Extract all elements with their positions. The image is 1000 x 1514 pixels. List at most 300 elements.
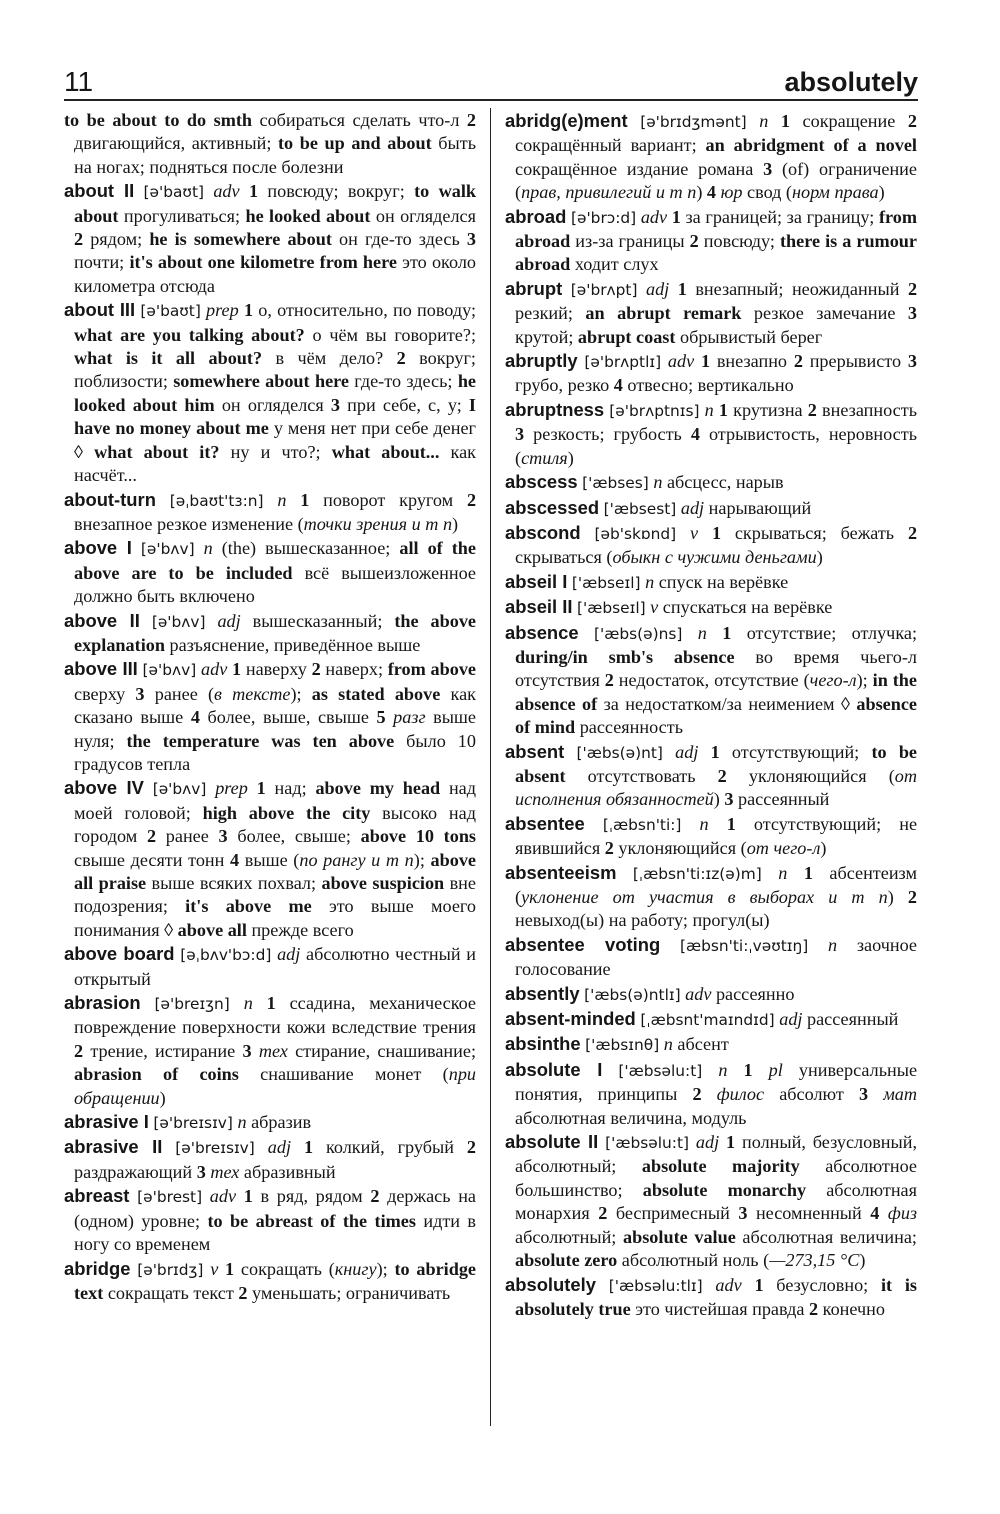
definition-text [719,1132,726,1152]
definition-text [703,1275,716,1295]
definition-text: высоко над городом [74,802,476,847]
definition-text: уменьшать; ограничивать [247,1282,451,1303]
definition-text [132,538,141,558]
bold-phrase: 2 [74,1040,84,1061]
headword: abscond [505,521,581,543]
definition-text: о чём вы говорите?; [304,324,476,345]
definition-text: ); [376,1258,395,1279]
bold-phrase: there is a rumour abroad [515,231,917,275]
definition-text: сокращение [789,111,908,131]
bold-phrase: 1 [671,206,681,227]
dictionary-entry [64,1257,476,1306]
headword: above II [64,609,140,631]
right-column [505,109,917,1321]
dictionary-entry [505,1007,917,1032]
dictionary-entry [505,570,917,595]
part-of-speech: n [778,862,788,883]
definition-text: ) [696,182,707,203]
definition-text [204,181,213,201]
definition-text [240,181,249,201]
definition-text: трение, истирание [83,1040,243,1061]
definition-text [637,279,646,299]
part-of-speech: n [759,111,769,131]
definition-text: идти в ногу со временем [74,1210,476,1255]
definition-text: резкий; [515,303,586,324]
definition-text [616,863,632,883]
dictionary-entry [64,657,476,776]
bold-phrase: as stated above [311,683,441,704]
bold-phrase: from above [387,659,477,680]
usage-label: прав, привилегий и т п [521,182,697,203]
bold-phrase: an abridgment of a novel [705,135,917,156]
dictionary-entry [505,933,917,982]
part-of-speech: n [704,399,714,420]
dictionary-entry [505,470,917,495]
part-of-speech: adv [201,659,228,680]
part-of-speech: n [243,993,253,1014]
bold-phrase: 3 [242,1040,252,1061]
dictionary-entry [505,982,917,1007]
transcription: ['æbseɪl] [577,599,646,618]
usage-label: по рангу и т п [299,849,414,870]
definition-text: сокращённый вариант; [515,135,706,156]
bold-phrase: 3 [330,394,340,415]
dictionary-entry [64,942,476,991]
definition-text [669,279,678,299]
definition-text: отвесно; вертикально [622,375,794,396]
definition-text [676,523,690,543]
definition-text: за границей; за границу; [680,206,879,227]
definition-text: сокращать текст [103,1282,239,1303]
bold-phrase: absolute monarchy [642,1179,807,1200]
dictionary-entry [64,991,476,1110]
definition-text: беспримесный [607,1203,739,1224]
page-header [64,58,918,98]
transcription: ['æbseɪl] [571,573,641,592]
definition-text [236,1186,244,1206]
bold-phrase: 1 [677,278,687,299]
definition-text: прежде всего [246,919,354,940]
headword: about II [64,180,135,202]
definition-text: абсолютный ноль ( [617,1250,770,1271]
part-of-speech: n [277,489,287,510]
bold-phrase: above 10 tons [360,826,477,847]
definition-text: вышесказанный; [240,610,395,631]
transcription: [ə'bʌv] [140,540,195,559]
bold-phrase: 1 [726,813,736,834]
definition-text [230,993,244,1013]
headword: abreast [64,1185,130,1207]
definition-text: рассеянно [711,983,795,1004]
definition-text [709,814,727,834]
definition-text: повсюду; [698,231,780,252]
definition-text [602,1060,618,1080]
dictionary-entry [505,740,917,812]
usage-label: при обращении [74,1064,476,1108]
definition-text [753,1060,769,1080]
definition-text: у меня нет при себе денег ◊ [74,418,476,462]
definition-text: это чистейшая правда [630,1298,810,1319]
definition-text [596,1275,609,1295]
bold-phrase: 4 [230,849,240,870]
definition-text: рассеянный [733,789,830,810]
bold-phrase: 1 [225,1258,235,1279]
usage-label: тех [210,1161,240,1182]
bold-phrase: 2 [146,826,157,847]
bold-phrase: all of the above are to be included [74,538,476,583]
definition-text: ) [567,447,574,468]
definition-text: абсолютная монархия [515,1179,917,1224]
definition-text: сокращённое издание романа [515,158,764,179]
headword: absence [505,621,579,643]
definition-text: более, свыше; [227,826,361,847]
bold-phrase: absolute majority [641,1156,800,1177]
part-of-speech: adv [685,983,712,1004]
headword: absent-minded [505,1008,636,1030]
definition-text: отсутствовать [565,765,718,786]
definition-text: колкий, грубый [313,1137,467,1158]
definition-text: ходит слух [570,254,659,275]
bold-phrase: 1 [303,1137,314,1158]
dictionary-entry [505,812,917,861]
dictionary-entry [64,1184,476,1256]
transcription: [ə'brʌpt] [570,280,638,299]
definition-text: (of) ограничение ( [515,158,917,203]
bold-phrase: 1 [722,622,732,643]
definition-text: наверху [241,659,312,680]
bold-phrase: what is it all about? [74,348,263,369]
bold-phrase: it's about one kilometre from here [129,252,397,273]
definition-text: как сказано выше [74,683,476,728]
definition-text: спуск на верёвке [654,571,789,592]
bold-phrase: to be about to do smth [64,110,253,130]
bold-phrase: 1 [232,659,242,680]
part-of-speech: adv [640,206,668,227]
definition-text: крутой; [515,326,578,347]
definition-text: скрываться; бежать [721,522,908,543]
definition-text [681,814,699,834]
definition-text [581,523,595,543]
definition-text: собираться сделать что-л [252,110,467,130]
definition-text [129,1186,137,1206]
headword: abrasion [64,992,141,1014]
definition-text [698,523,712,543]
bold-phrase: 2 [907,278,918,299]
definition-text [141,993,155,1013]
bold-phrase: the temperature was ten above [126,730,395,751]
definition-text [698,742,710,762]
part-of-speech: adj [779,1009,803,1030]
definition-text: сверху [74,683,136,704]
bold-phrase: abrasion of coins [74,1064,239,1085]
dictionary-entry [505,349,917,398]
dictionary-entry [64,536,476,608]
definition-text: ) [816,547,823,568]
definition-text: безусловно; [763,1274,881,1295]
usage-label: мат [883,1084,918,1105]
definition-text [562,279,571,299]
transcription: ['æbs(ə)ns] [593,624,683,643]
bold-phrase: somewhere about here [173,371,349,392]
bold-phrase: 2 [604,838,614,859]
bold-phrase: 4 [613,375,623,396]
definition-text: ) [878,182,885,203]
transcription: [ˌæbsnt'maɪndɪd] [640,1011,775,1030]
definition-text: отсутствующий; [719,741,872,762]
definition-text: абсолютный; [515,1226,624,1247]
definition-text [879,1203,888,1223]
dictionary-entry [505,109,917,205]
bold-phrase: 1 [256,778,266,799]
part-of-speech: adv [209,1186,237,1207]
definition-text: выше всяких похвал; [146,873,322,893]
transcription: [ə'breɪsɪv] [175,1139,255,1158]
usage-label: норм права [792,182,879,203]
usage-label: юр [720,182,743,203]
bold-phrase: 3 [135,683,145,704]
definition-text: ранее ( [144,683,215,704]
definition-text: уклоняющийся ( [726,765,895,786]
definition-text: он огляделся [214,394,331,415]
definition-text: грубо, резко [515,375,614,396]
headword: absolute II [505,1131,599,1153]
definition-text: ); [290,683,312,704]
definition-text: более, выше, свыше [199,707,377,728]
bold-phrase: 2 [370,1186,380,1207]
headword: abscess [505,471,578,493]
transcription: ['æbsɪnθ] [585,1036,660,1055]
bold-phrase: 3 [907,351,917,372]
transcription: [ə'brʌptnɪs] [609,401,700,420]
definition-text [140,611,152,631]
transcription: ['æbs(ə)ntlɪ] [584,985,681,1004]
definition-text [202,1186,210,1206]
definition-text: обрывистый берег [675,326,823,347]
bold-phrase: to walk about [74,181,477,226]
bold-phrase: above my head [315,778,441,799]
usage-label: книгу [334,1258,377,1279]
definition-text: как насчёт... [74,441,477,486]
transcription: [ə'bʌv] [152,780,207,799]
bold-phrase: 1 [754,1274,764,1295]
bold-phrase: above suspicion [321,873,445,893]
transcription: [æbsn'ti:ˌvəʊtɪŋ] [680,936,809,955]
bold-phrase: to abridge text [74,1258,476,1303]
definition-text: ) [159,1087,166,1108]
definition-text: рассеянность [575,717,683,738]
definition-text: абсолютная величина, модуль [515,1107,747,1128]
bold-phrase: 1 [803,862,813,883]
dictionary-entry [505,1058,917,1130]
definition-text: держась на (одном) уровне; [74,1186,476,1231]
definition-text: повсюду; вокруг; [258,181,415,202]
transcription: [ə'brest] [137,1188,203,1207]
definition-text: внезапный; неожиданный [686,278,908,299]
headword: absolutely [505,1273,596,1295]
dictionary-entry [64,109,476,179]
headword: absenteeism [505,861,617,883]
definition-text: разъяснение, приведённое выше [164,634,421,655]
dictionary-entry [64,298,476,487]
definition-text: скрываться ( [515,547,613,568]
running-head: absolutely [784,67,918,97]
bold-phrase: absolute zero [515,1250,618,1271]
headword: abrupt [505,277,563,299]
headword: above I [64,537,132,559]
definition-text: ссадина, механическое повреждение поверхности кожи вследствие трения [74,993,477,1038]
definition-text [702,1060,718,1080]
definition-text: абсолютная величина; [735,1226,917,1247]
bold-phrase: 2 [598,1203,608,1224]
definition-text: сокращать ( [234,1258,335,1279]
dictionary-entry [505,1032,917,1057]
definition-text: из-за границы [570,231,690,252]
part-of-speech: v [650,597,659,618]
definition-text: выше ( [239,849,300,870]
bold-phrase: 3 [196,1161,206,1182]
definition-text: он где-то здесь [331,229,467,250]
bold-phrase: 3 [466,229,476,250]
bold-phrase: 3 [515,424,525,445]
transcription: ['æbsəlu:tlɪ] [608,1276,703,1295]
definition-text [206,611,218,631]
part-of-speech: prep [215,778,248,799]
transcription: ['æbs(ə)nt] [576,743,663,762]
definition-text: двигающийся, активный; [74,133,278,154]
dictionary-entry [64,609,476,658]
part-of-speech: n [697,622,707,643]
definition-text [702,1084,717,1104]
definition-text: недостаток, отсутствие ( [613,670,810,691]
definition-text: ) [859,1250,866,1271]
definition-text: прерывисто [802,351,908,372]
definition-text: заочное голосование [515,934,917,980]
bold-phrase: above all [177,919,247,940]
headword: above IV [64,777,144,799]
definition-text [264,490,278,510]
bold-phrase: 2 [466,1137,476,1158]
definition-text: над моей головой; [74,778,477,823]
headword: absently [505,982,580,1004]
definition-text: абсентеизм ( [515,862,917,907]
bold-phrase: 2 [809,1298,819,1319]
definition-text [195,538,204,558]
bold-phrase: 2 [907,522,918,543]
definition-text: полный, безусловный, абсолютный; [515,1132,918,1177]
part-of-speech: adv [715,1274,742,1295]
transcription: [ə'bʌv] [151,612,206,631]
part-of-speech: adj [277,944,301,965]
definition-text: почти; [74,252,130,273]
definition-text [579,623,594,643]
bold-phrase: I have no money about me [74,394,476,439]
definition-text: о, относительно, по поводу; [253,300,477,321]
bold-phrase: 1 [726,1132,736,1153]
definition-text: абразивный [239,1161,336,1182]
bold-phrase: abrupt coast [577,326,676,347]
definition-text: абсент [672,1034,729,1055]
dictionary-entry [505,277,917,349]
part-of-speech: v [690,522,699,543]
bold-phrase: to be up and about [278,133,432,154]
transcription: ['æbsest] [603,499,677,518]
bold-phrase: 1 [743,1059,753,1080]
definition-text: свод ( [742,182,792,203]
usage-label: филос [716,1084,765,1105]
bold-phrase: 2 [466,110,476,130]
dictionary-entry [505,398,917,470]
bold-phrase: 1 [780,111,790,131]
bold-phrase: in the absence of [515,670,917,714]
bold-phrase: 2 [907,887,917,907]
definition-text [144,778,153,798]
transcription: [ə'bʌv] [142,661,197,680]
dictionary-entry [64,1135,476,1184]
part-of-speech: n [645,571,655,592]
part-of-speech: n [203,538,213,559]
definition-text: свыше десяти тонн [74,849,231,870]
usage-label: точки зрения и т п [303,513,453,534]
definition-text: во время чьего-л отсутствия [515,646,917,691]
usage-label: от исполнения обязанностей [515,765,917,810]
dictionary-entry [505,1273,917,1322]
headword: above board [64,943,175,965]
part-of-speech: n [718,1059,728,1080]
bold-phrase: 5 [376,707,386,728]
headword: above III [64,658,138,680]
bold-phrase: 2 [74,229,84,250]
bold-phrase: 2 [466,489,477,510]
headword: absentee voting [505,933,661,955]
definition-text [694,351,701,371]
bold-phrase: above all praise [74,849,476,893]
definition-text: внезапность [816,399,917,420]
definition-text [134,181,143,201]
bold-phrase: 3 [907,303,917,324]
definition-text [291,1137,304,1157]
bold-phrase: 3 [763,158,773,179]
headword: abrasive I [64,1111,149,1133]
transcription: ['æbses] [582,474,649,493]
dictionary-entry [505,1130,917,1272]
usage-label: от чего-л [746,838,821,859]
part-of-speech: adj [267,1137,291,1158]
bold-phrase: the above explanation [74,610,477,655]
definition-text [162,1137,175,1157]
definition-text [682,623,697,643]
usage-label: чего-л [809,670,857,691]
transcription: [ə'brʌptlɪ] [584,353,662,372]
definition-text [156,490,170,510]
bold-phrase: 2 [396,348,406,369]
bold-phrase: what about... [331,441,440,462]
definition-text [628,111,641,131]
definition-text: при себе, с, у; [340,394,469,415]
bold-phrase: he looked about him [74,371,476,415]
bold-phrase: from abroad [515,206,917,252]
bold-phrase: absolute value [623,1226,736,1247]
definition-text: вне подозрения; [74,873,476,917]
definition-text: абсолютное большинство; [515,1156,917,1200]
transcription: [ˌæbsn'ti:] [602,815,682,834]
bold-phrase: 2 [807,399,817,420]
definition-text [661,351,668,371]
definition-text: ) [452,513,459,534]
part-of-speech: adj [675,741,699,762]
definition-text: где-то здесь; [348,371,458,392]
bold-phrase: 3 [738,1203,748,1224]
transcription: [ə'brɔ:d] [570,208,637,227]
